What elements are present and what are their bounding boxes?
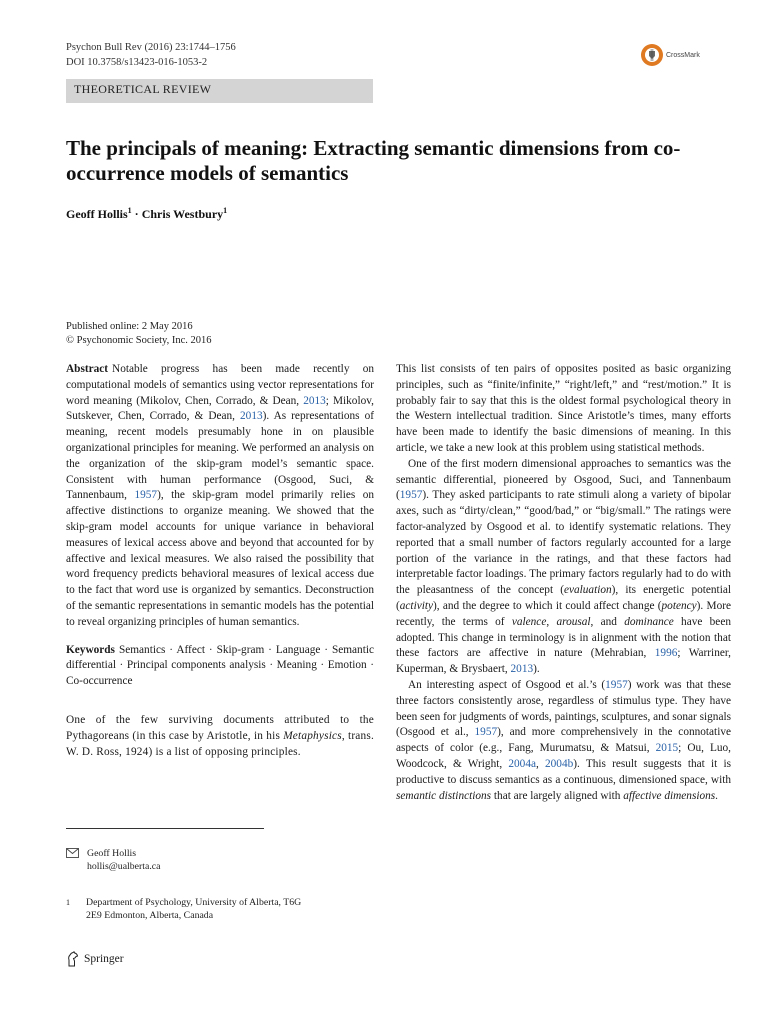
footnote-divider	[66, 828, 264, 829]
crossmark-label: CrossMark	[666, 51, 700, 59]
text-run: ). They asked participants to rate stimuli along a variety of bipolar axes, such as “dirty/clean,” “good/bad,” or “big/small.” The ratings were factor-analyzed by Osgood et al. to identify systematic relations. They reported that a small number of factors regularly accounted for a large portion of the variance in the ratings, and that these factors had interpretable factor loadings. The primary factors regularly had to do with the pleasantness of the concept (	[396, 489, 731, 597]
text-run: ; Ou, Luo, Woodcock, & Wright,	[396, 742, 731, 770]
citation-link[interactable]: 1957	[474, 726, 498, 739]
body-paragraph	[396, 362, 731, 457]
text-run: ; Mikolov, Sutskever, Chen, Corrado, & Dean,	[66, 394, 374, 423]
affiliation-line: Department of Psychology, University of Alberta, T6G	[86, 897, 302, 908]
text-run: .	[715, 789, 718, 802]
emphasis-text: arousal	[556, 615, 591, 628]
text-run: Notable progress has been made recently on computational models of semantics using vector representations for word meaning (Mikolov, Chen, Corrado, & Dean,	[66, 363, 374, 407]
correspondence-note	[66, 847, 161, 873]
text-run: One of the first modern dimensional approaches to semantics was the semantic differential, pioneered by Osgood, Suci, and Tannenbaum (	[396, 457, 731, 502]
text-run: ) work was that these three factors consistently arose, regardless of stimulus type. They have been seen for judgments of words, paintings, sculptures, and sonar signals (Osgood et al.,	[396, 678, 731, 739]
crossmark-icon	[640, 42, 664, 68]
text-run: , and	[590, 615, 625, 628]
affiliation-note	[66, 896, 301, 922]
body-paragraph	[396, 678, 731, 804]
text-run: ). As representations of meaning, recent models presumably hone in on plausible organizational principles for meaning. We performed an analysis on the organization of the skip-gram model’s semantic space. Consistent with human performance (Osgood, Suci, & Tannenbaum,	[66, 410, 374, 502]
text-run: One of the few surviving documents attributed to the Pythagoreans (in this case by Aristotle, in his	[66, 713, 374, 742]
keywords	[66, 643, 374, 690]
correspondence-email[interactable]: hollis@ualberta.ca	[87, 861, 161, 872]
emphasis-text: potency	[661, 599, 697, 612]
emphasis-text: Metaphysics	[283, 729, 342, 742]
journal-citation: Psychon Bull Rev (2016) 23:1744–1756	[66, 42, 236, 53]
author-affiliation-marker: 1	[223, 206, 228, 215]
keywords-label: Keywords	[66, 643, 115, 656]
body-paragraph	[396, 457, 731, 678]
citation-link[interactable]: 1957	[399, 489, 423, 502]
text-run: that are largely aligned with	[491, 789, 624, 802]
author-separator: ·	[131, 207, 142, 221]
article-title: The principals of meaning: Extracting semantic dimensions from co-occurrence models of semantics	[66, 136, 681, 185]
abstract-text	[66, 363, 374, 628]
intro-paragraph	[66, 713, 374, 760]
affiliation-number: 1	[66, 898, 70, 907]
envelope-icon	[66, 848, 79, 858]
author-list	[66, 206, 227, 222]
springer-horse-icon	[66, 951, 80, 967]
text-run: , trans. W. D. Ross, 1924) is a list of opposing principles.	[66, 729, 374, 758]
citation-link[interactable]: 2013	[510, 663, 534, 676]
emphasis-text: activity	[399, 599, 434, 612]
emphasis-text: semantic distinctions	[396, 789, 492, 802]
author-affiliation-marker: 1	[127, 206, 132, 215]
text-run: ,	[546, 615, 557, 628]
publisher-name: Springer	[84, 953, 124, 965]
author-name[interactable]: Chris Westbury	[141, 207, 224, 221]
text-run: ). More recently, the terms of	[396, 599, 731, 628]
citation-link[interactable]: 2013	[240, 410, 263, 423]
abstract-label: Abstract	[66, 363, 109, 375]
citation-link[interactable]: 1957	[134, 489, 158, 502]
emphasis-text: affective dimensions	[623, 789, 716, 802]
journal-meta	[66, 40, 236, 70]
text-run: ). This result suggests that it is productive to discuss semantics as a continuous, dimensioned space, with	[396, 757, 731, 786]
text-run: ; Warriner, Kuperman, & Brysbaert,	[396, 647, 731, 676]
emphasis-text: valence	[511, 615, 547, 628]
right-column	[396, 362, 731, 804]
affiliation-line: 2E9 Edmonton, Alberta, Canada	[86, 910, 214, 921]
text-run: An interesting aspect of Osgood et al.’s (	[408, 678, 606, 691]
text-run: ), and more comprehensively in the connotative aspects of color (e.g., Fang, Murumatsu, & Matsui,	[396, 726, 732, 755]
citation-link[interactable]: 2013	[303, 394, 326, 407]
keywords-text: Semantics · Affect · Skip-gram · Language · Semantic differential · Principal components analysis · Meaning · Emotion · Co-occurrence	[66, 643, 374, 688]
emphasis-text: dominance	[624, 615, 674, 628]
text-run: ), and the degree to which it could affect change (	[433, 599, 662, 612]
copyright: © Psychonomic Society, Inc. 2016	[66, 335, 212, 346]
correspondence-name: Geoff Hollis	[87, 848, 137, 859]
text-run: This list consists of ten pairs of opposites posited as basic organizing principles, such as “finite/infinite,” “right/left,” and “rest/motion.” It is probably fair to say that this is the oldest formal psychological theory in the Western intellectual tradition. Since Aristotle’s times, many efforts have been made to identify the basic dimensions of meaning. In this article, we take a new look at this problem using statistical methods.	[396, 363, 731, 454]
abstract	[66, 362, 374, 631]
section-label: THEORETICAL REVIEW	[74, 82, 212, 96]
text-run: ), its energetic potential (	[396, 584, 731, 612]
left-column	[66, 362, 374, 760]
published-date: Published online: 2 May 2016	[66, 321, 193, 332]
citation-link[interactable]: 2004a	[508, 757, 536, 770]
doi[interactable]: DOI 10.3758/s13423-016-1053-2	[66, 57, 208, 68]
emphasis-text: evaluation	[563, 584, 612, 597]
citation-link[interactable]: 2015	[655, 742, 679, 755]
citation-link[interactable]: 2004b	[545, 757, 574, 770]
text-run: ).	[533, 663, 540, 676]
publication-info	[66, 320, 212, 348]
crossmark-badge[interactable]	[640, 42, 735, 68]
section-label-bar	[66, 79, 373, 103]
text-run: ), the skip-gram model primarily relies on affective distinctions to organize meaning. We showed that the skip-gram model accounts for unique variance in behavioral measures of lexical access above and beyond that accounted for by affective and lexical measures. We also raised the possibility that word frequency predicts behavioral measures of lexical access due to the fact that word use is organized by semantics. Deconstruction of the semantic representations in semantic models has the potential to reveal organizing principles of human semantics.	[66, 489, 374, 628]
citation-link[interactable]: 1996	[654, 647, 678, 660]
author-name[interactable]: Geoff Hollis	[66, 207, 128, 221]
citation-link[interactable]: 1957	[605, 678, 628, 691]
text-run: have been adopted. This change in terminology is in alignment with the notion that these factors are affective in nature (Mehrabian,	[396, 615, 731, 660]
text-run: ,	[535, 757, 545, 770]
publisher-logo	[66, 951, 124, 967]
